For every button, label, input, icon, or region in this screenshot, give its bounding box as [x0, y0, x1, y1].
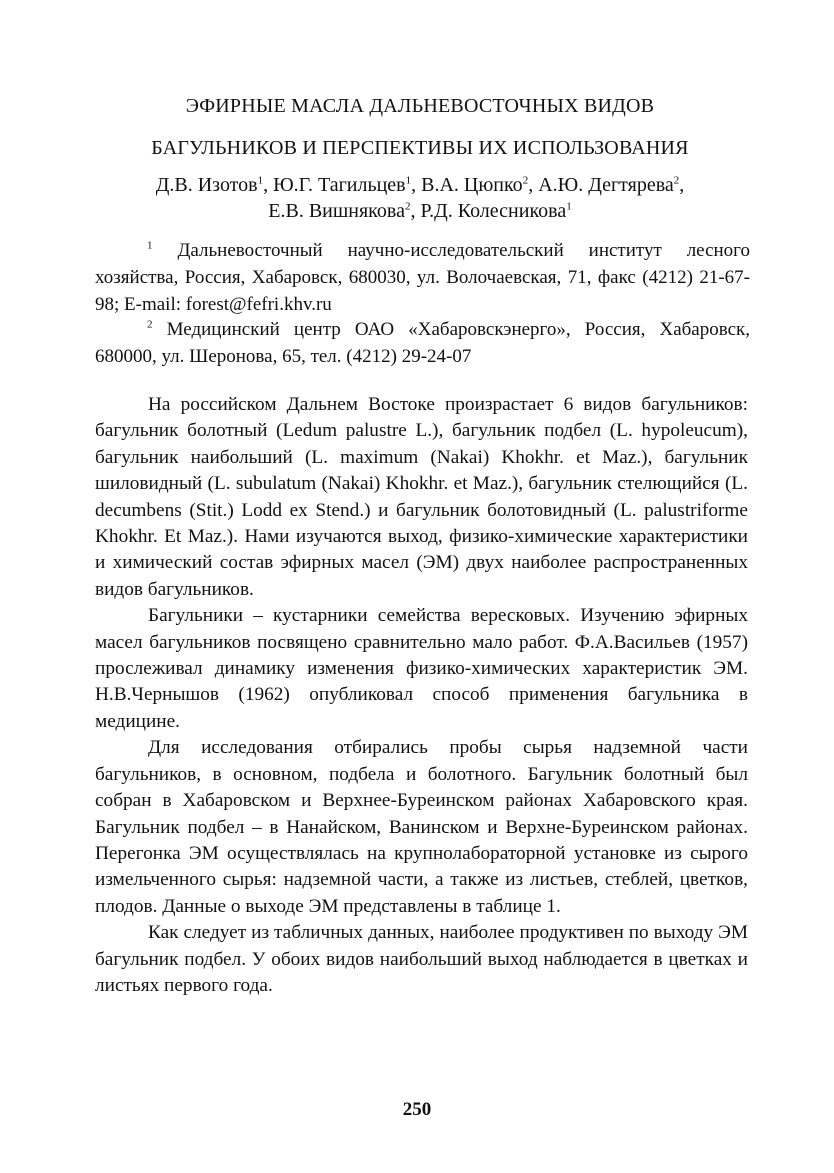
author-degtyareva: , А.Ю. Дегтярева — [528, 174, 674, 196]
affiliation-1 — [95, 237, 750, 318]
body-text — [95, 392, 748, 999]
author-tagiltsev: , Ю.Г. Тагильцев — [263, 174, 406, 196]
affiliation-2-text: Медицинский центр ОАО «Хабаровскэнерго», Россия, Хабаровск, 680000, ул. Шеронова, 65, тел. (4212) 29-24-07 — [95, 319, 751, 367]
title-line-1: ЭФИРНЫЕ МАСЛА ДАЛЬНЕВОСТОЧНЫХ ВИДОВ — [185, 95, 655, 117]
author-vishnyakova-affil: 2 — [404, 200, 411, 213]
author-izotov: Д.В. Изотов — [155, 174, 258, 196]
affiliation-1-text: Дальневосточный научно-исследовательский институт лесного хозяйства, Россия, Хабаровск, 680030, ул. Волочаевская, 71, факс (4212) 21-67-98; E-mail: forest@fefri.khv.ru — [95, 240, 751, 315]
author-kolesnikova-affil: 1 — [566, 200, 572, 213]
author-vishnyakova: Е.В. Вишнякова — [268, 200, 405, 222]
author-tagiltsev-affil: 1 — [405, 174, 412, 187]
authors-comma: , — [679, 174, 685, 196]
author-izotov-affil: 1 — [257, 174, 264, 187]
paragraph-4: Как следует из табличных данных, наиболее продуктивен по выходу ЭМ багульник подбел. У обоих видов наибольший выход наблюдается в цветках и листьях первого года. — [95, 922, 748, 996]
authors-line-1 — [90, 174, 750, 197]
authors-line-2 — [90, 200, 750, 223]
author-tsyupko: , В.А. Цюпко — [411, 174, 523, 196]
affiliation-2-number: 2 — [147, 318, 153, 331]
paragraph-1: На российском Дальнем Востоке произрастает 6 видов багульников: багульник болотный (Ledum palustre L.), багульник подбел (L. hypoleucum), багульник наибольший (L. maximum (Nakai) Khokhr. et Maz.), багульник шиловидный (L. subulatum (Nakai) Khokhr. et Maz.), багульник стелющийся (L. decumbens (Stit.) Lodd ex Stend.) и багульник болотовидный (L. palustriforme Khokhr. Et Maz.). Нами изучаются выход, физико-химические характеристики и химический состав эфирных масел (ЭМ) двух наиболее распространенных видов багульников. — [95, 394, 748, 600]
page-number: 250 — [402, 1099, 432, 1120]
author-degtyareva-affil: 2 — [673, 174, 680, 187]
author-tsyupko-affil: 2 — [522, 174, 529, 187]
title-line-2: БАГУЛЬНИКОВ И ПЕРСПЕКТИВЫ ИХ ИСПОЛЬЗОВАНИЯ — [151, 137, 689, 159]
affiliation-1-number: 1 — [147, 239, 153, 252]
paragraph-3: Для исследования отбирались пробы сырья надземной части багульников, в основном, подбела и болотного. Багульник болотный был собран в Хабаровском и Верхнее-Буреинском районах Хабаровского края. Багульник подбел – в Нанайском, Ванинском и Верхне-Буреинском районах. Перегонка ЭМ осуществлялась на крупнолабораторной установке из сырого измельченного сырья: надземной части, а также из листьев, стеблей, цветков, плодов. Данные о выходе ЭМ представлены в таблице 1. — [95, 737, 748, 917]
paragraph-2: Багульники – кустарники семейства вересковых. Изучению эфирных масел багульников посвящено сравнительно мало работ. Ф.А.Васильев (1957) прослеживал динамику изменения физико-химических характеристик ЭМ. Н.В.Чернышов (1962) опубликовал способ применения багульника в медицине. — [95, 605, 748, 732]
affiliation-2 — [95, 316, 750, 370]
author-kolesnikova: , Р.Д. Колесникова — [410, 200, 567, 222]
